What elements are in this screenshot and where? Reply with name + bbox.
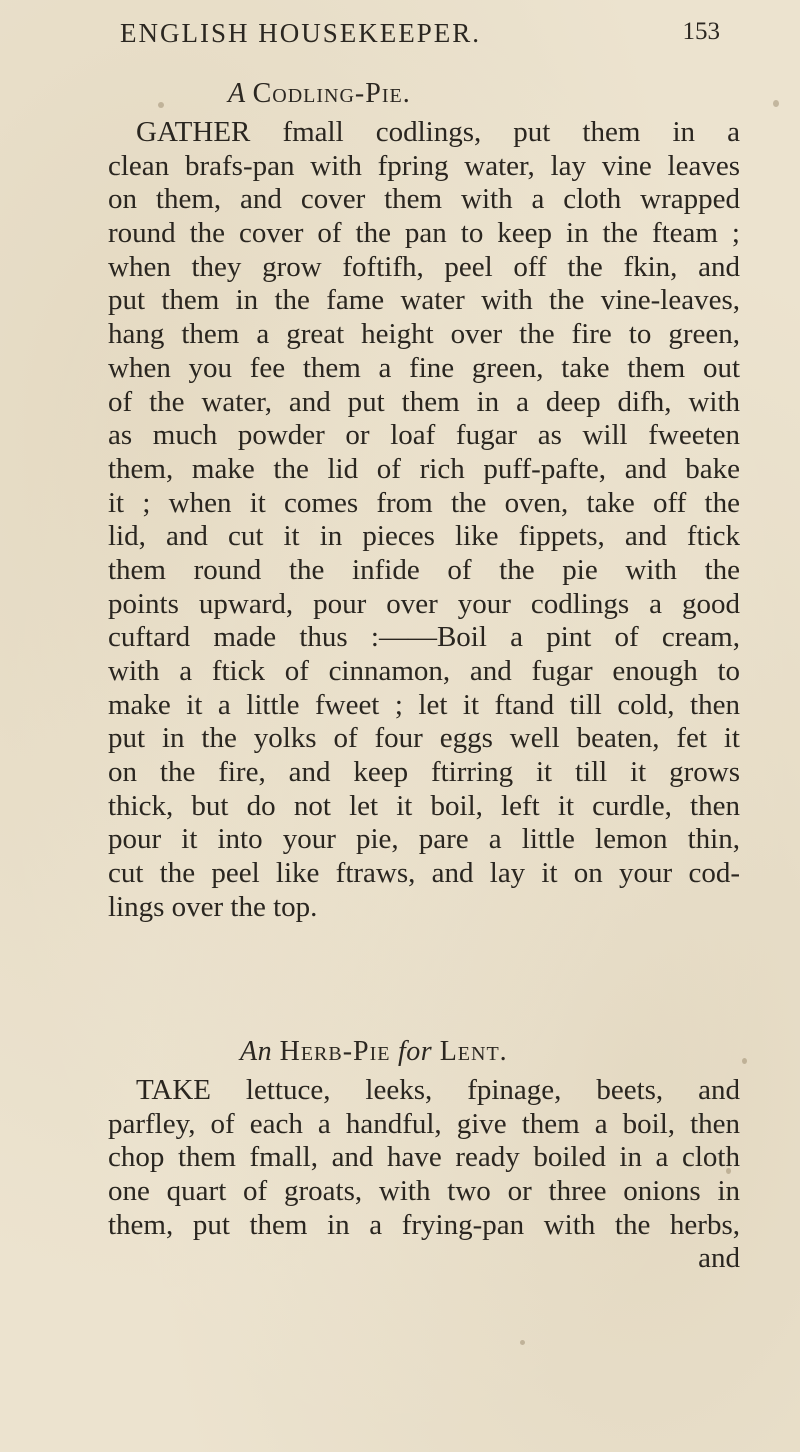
running-head [120,18,720,58]
recipe-title-main: Herb-Pie [279,1036,391,1067]
recipe-body-codling-pie [108,116,740,925]
text-line: clean brafs-pan with fpring water, lay vine leaves [108,149,740,182]
text-line: make it a little fweet ; let it ftand till cold, then [108,688,740,721]
text-line: chop them fmall, and have ready boiled in a cloth [108,1141,740,1174]
page-number: 153 [682,18,720,45]
text-line: it ; when it comes from the oven, take off the [108,486,740,519]
text-line: when you fee them a fine green, take them out [108,351,740,384]
recipe-title-main: Codling-Pie. [252,78,411,109]
text-line: thick, but do not let it boil, left it curdle, then [108,789,740,822]
text-line: cuftard made thus :——Boil a pint of cream, [108,621,740,654]
running-title: ENGLISH HOUSEKEEPER. [120,18,481,48]
recipe-title-for: for [390,1036,440,1067]
text-line: pour it into your pie, pare a little lemon thin, [108,823,740,856]
text-line: of the water, and put them in a deep difh, with [108,385,740,418]
recipe-title-article: A [228,78,253,109]
text-line: put them in the fame water with the vine-leaves, [108,284,740,317]
text-line: as much powder or loaf fugar as will fweeten [108,419,740,452]
paper-speck [773,100,779,107]
text-line: with a ftick of cinnamon, and fugar enough to [108,655,740,687]
text-line: parfley, of each a handful, give them a boil, then [108,1107,740,1140]
paper-speck [742,1058,747,1064]
paper-speck [726,1168,731,1174]
text-line: put in the yolks of four eggs well beaten, fet it [108,722,740,755]
text-line: lings over the top. [108,890,318,923]
recipe-title-article: An [240,1036,280,1067]
recipe-title-herb-pie [240,1036,508,1068]
text-line: on the fire, and keep ftirring it till it grows [108,756,740,789]
text-line: one quart of groats, with two or three onions in [108,1175,740,1208]
recipe-body-herb-pie [108,1074,740,1276]
text-line: GATHER fmall codlings, put them in a [136,116,740,148]
text-line: hang them a great height over the fire to green, [108,318,740,351]
text-line: points upward, pour over your codlings a good [108,587,740,620]
text-line: when they grow foftifh, peel off the fkin, and [108,250,740,283]
text-line: them round the infide of the pie with the [108,553,740,586]
recipe-title-end: Lent. [439,1036,508,1067]
text-line: round the cover of the pan to keep in the fteam ; [108,217,740,250]
text-line: on them, and cover them with a cloth wrapped [108,183,740,216]
paper-speck [520,1340,525,1345]
text-line: TAKE lettuce, leeks, fpinage, beets, and [136,1074,740,1106]
recipe-title-codling-pie [228,78,411,110]
text-line: lid, and cut it in pieces like fippets, and ftick [108,520,740,553]
text-line: cut the peel like ftraws, and lay it on your cod- [108,857,740,890]
catchword: and [698,1242,740,1275]
paper-speck [158,102,164,108]
text-line: them, make the lid of rich puff-pafte, and bake [108,452,740,485]
text-line: them, put them in a frying-pan with the herbs, [108,1208,740,1241]
